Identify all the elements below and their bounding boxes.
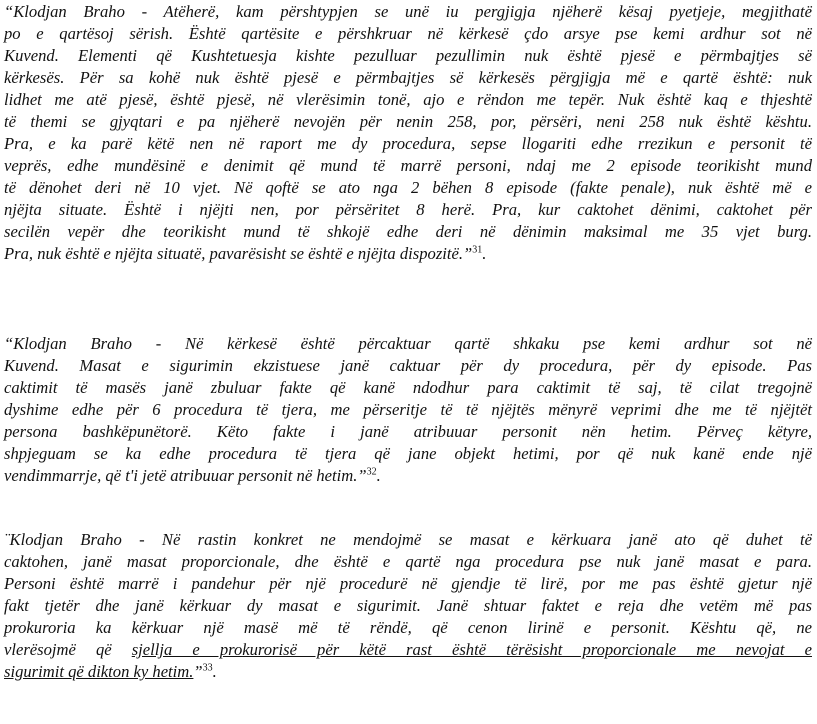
text-line: të dënohet deri në 10 vjet. Në qoftë se ato nga 2 bëhen 8 episode (fakte penale), nuk është më e (4, 178, 812, 197)
text-line: Personi është marrë i pandehur për një procedurë në gjendje të lirë, por me pas është gjetur një (4, 574, 812, 593)
underlined-text: sigurimit që dikton ky hetim. (4, 662, 194, 681)
text-line: prokuroria ka kërkuar një masë më të rëndë, që cenon lirinë e personit. Kështu që, ne (4, 618, 812, 637)
text-line: shpjeguam se ka edhe procedura të tjera që jane objekt hetimi, por që nuk kanë ende një (4, 444, 812, 463)
text-line-last: sigurimit që dikton ky hetim.”$^{33}$. (4, 662, 217, 681)
text-line: njëjta situate. Është i njëjti nen, por përsëritet 8 herë. Pra, kur caktohet dënimi, caktohet për (4, 200, 812, 219)
text-line: dyshime edhe për 6 procedura të tjera, me përseritje të të njëjtës mënyrë veprimi dhe me të njëjtët (4, 400, 812, 419)
text-line: po e qartësoj sërish. Është qartësite e përshkruar në kërkesë çdo arsye pse kemi ardhur sot në (4, 24, 812, 43)
text-line: “Klodjan Braho - Në kërkesë është përcaktuar qartë shkaku pse kemi ardhur sot në (4, 334, 812, 353)
text-line: caktimit të masës janë zbuluar fakte që kanë ndodhur para caktimit të saj, të cilat tregojnë (4, 378, 812, 397)
footnote-marker: 32 (366, 466, 377, 478)
text-line: kërkesës. Për sa kohë nuk është pjesë e përmbajtjes së kërkesës përgjigja më e qartë është: nuk (4, 68, 812, 87)
text-line: caktohen, janë masat proporcionale, dhe është e qartë nga procedura pse nuk janë masat e para. (4, 552, 812, 571)
text-line-last: vendimmarrje, që t'i jetë atribuuar personit në hetim.”$^{32}$. (4, 466, 381, 485)
text-fragment: Pra, nuk është e njëjta situatë, pavarësisht se është e njëjta dispozitë.” (4, 244, 473, 263)
text-line-last: Pra, nuk është e njëjta situatë, pavarësisht se është e njëjta dispozitë.”$^{31}$. (4, 244, 487, 263)
text-line: ¨Klodjan Braho - Në rastin konkret ne mendojmë se masat e kërkuara janë ato që duhet të (4, 530, 812, 549)
quote-paragraph-2 (4, 333, 812, 487)
quote-paragraph-3 (4, 529, 812, 683)
footnote-marker: 33 (202, 662, 213, 674)
text-line: lidhet me atë pjesë, është pjesë, në vlerësimin tonë, ajo e rëndon me tepër. Nuk është kaq e thjeshtë (4, 90, 812, 109)
footnote-marker: 31 (472, 244, 483, 256)
closing-quote: ” (193, 662, 203, 681)
text-line: secilën vepër dhe teorikisht mund të shkojë edhe deri në dënimin maksimal me 35 vjet burg. (4, 222, 812, 241)
text-line: Kuvend. Elementi që Kushtetuesja kishte pezulluar pezullimin nuk është pjesë e përmbajtjes së (4, 46, 812, 65)
quote-paragraph-1 (4, 1, 812, 265)
text-line: fakt tjetër dhe janë kërkuar dy masat e sigurimit. Janë shtuar faktet e reja dhe vetëm më pas (4, 596, 812, 615)
text-line: Kuvend. Masat e sigurimin ekzistuese janë caktuar për dy procedura, për dy episode. Pas (4, 356, 812, 375)
text-line: Pra, e ka parë këtë nen në raport me dy procedura, sepse llogariti edhe rrezikun e personit të (4, 134, 812, 153)
text-line: persona bashkëpunëtorë. Këto fakte i janë atribuuar personit nën hetim. Përveç këtyre, (4, 422, 812, 441)
text-fragment: vendimmarrje, që t'i jetë atribuuar personit në hetim.” (4, 466, 367, 485)
underlined-text: sjellja e prokurorisë për këtë rast është tërësisht proporcionale me nevojat e (131, 640, 812, 659)
text-line: veprës, edhe mundësinë e denimit që mund të marrë personi, ndaj me 2 episode teorikisht mund (4, 156, 812, 175)
text-line: të themi se gjyqtari e pa njëherë nevojën për nenin 258, por, përsëri, neni 258 nuk është kështu. (4, 112, 812, 131)
text-line (4, 639, 812, 661)
text-line: “Klodjan Braho - Atëherë, kam përshtypjen se unë iu pergjigja njëherë kësaj pyetjeje, megjithatë (4, 2, 812, 21)
text-fragment: vlerësojmë që (4, 640, 132, 659)
